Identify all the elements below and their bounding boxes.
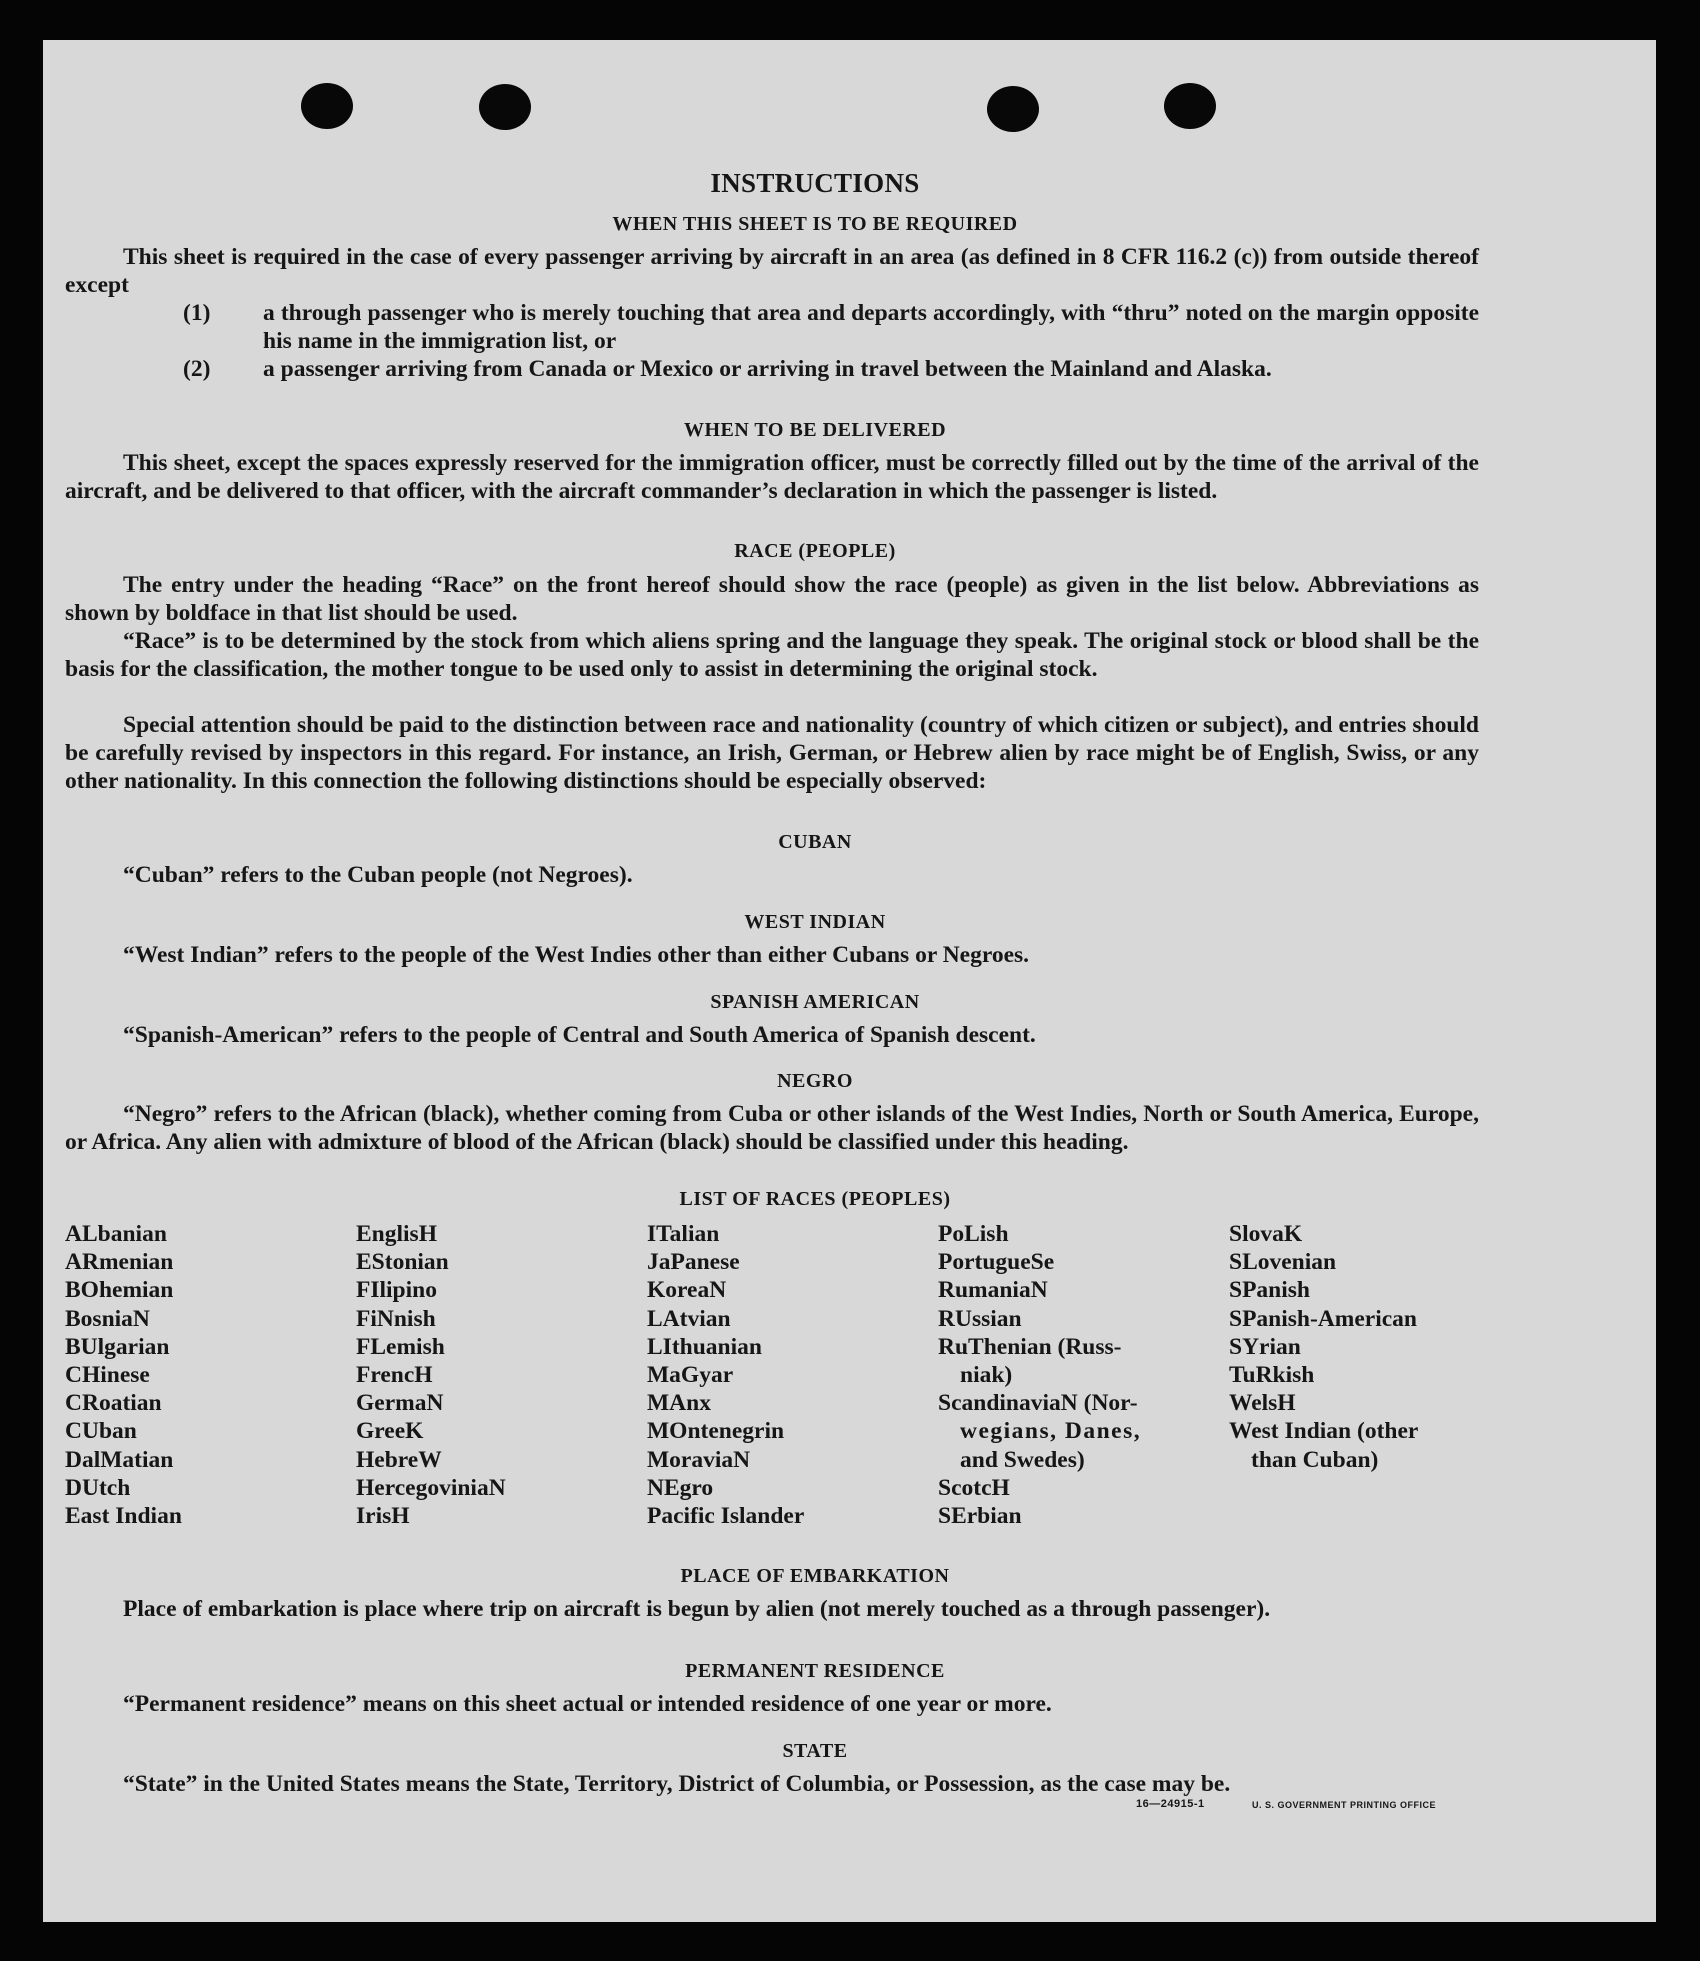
race-column-3 (647, 1220, 804, 1530)
form-code: 16—24915-1 (1136, 1798, 1205, 1810)
race-entry: East Indian (65, 1503, 182, 1530)
race-entry: PoLish (938, 1221, 1009, 1247)
paragraph-negro: “Negro” refers to the African (black), whether coming from Cuba or other islands of the West Indies, North or South America, Europe, or Africa. Any alien with admixture of blood of the African (black) should be classified under this heading. (65, 1101, 1479, 1155)
heading-west-indian: WEST INDIAN (744, 911, 886, 933)
race-entry: TuRkish (1229, 1362, 1315, 1389)
paragraph-when-delivered: This sheet, except the spaces expressly reserved for the immigration officer, must be correctly filled out by the time of the arrival of the aircraft, and be delivered to that officer, with the aircraft commander’s declaration in which the passenger is listed. (65, 450, 1479, 504)
race-entry: and Swedes) (960, 1446, 1085, 1473)
race-entry: ScandinaviaN (Nor- (938, 1390, 1138, 1417)
race-entry: West Indian (other (1229, 1418, 1419, 1445)
race-entry: Pacific Islander (647, 1503, 805, 1530)
heading-negro: NEGRO (777, 1070, 853, 1092)
race-entry: HercegoviniaN (356, 1474, 506, 1501)
race-entry: GermaN (356, 1390, 444, 1417)
race-entry: SLovenian (1229, 1249, 1337, 1276)
race-entry: RumaniaN (938, 1277, 1048, 1304)
race-entry: BOhemian (65, 1277, 174, 1304)
paragraph-cuban: “Cuban” refers to the Cuban people (not Negroes). (123, 862, 633, 888)
race-entry: ARmenian (65, 1249, 174, 1276)
race-entry: FIlipino (356, 1277, 437, 1304)
list-item-number: (1) (183, 300, 211, 326)
race-entry: EStonian (356, 1249, 449, 1276)
printer-imprint: U. S. GOVERNMENT PRINTING OFFICE (1252, 1800, 1437, 1810)
race-entry: MOntenegrin (647, 1418, 785, 1445)
race-entry: ITalian (647, 1221, 720, 1247)
list-item (183, 355, 1479, 383)
race-entry: SYrian (1229, 1333, 1301, 1360)
race-column-4 (938, 1220, 1141, 1530)
paragraph-state: “State” in the United States means the State, Territory, District of Columbia, or Possession, as the case may be. (123, 1771, 1231, 1797)
race-entry: SPanish-American (1229, 1305, 1417, 1332)
paragraph-when-required: This sheet is required in the case of every passenger arriving by aircraft in an area (as defined in 8 CFR 116.2 (c)) from outside thereof except (65, 244, 1479, 298)
list-item-number: (2) (183, 356, 211, 382)
list-item-text: a passenger arriving from Canada or Mexico or arriving in travel between the Mainland and Alaska. (263, 356, 1272, 382)
punch-hole (987, 86, 1039, 132)
race-entry: MaGyar (647, 1362, 734, 1389)
list-item (183, 299, 1479, 355)
race-entry: RuThenian (Russ- (938, 1333, 1122, 1360)
race-entry: MoraviaN (647, 1446, 751, 1473)
race-column-2 (356, 1220, 506, 1530)
paragraph-spanish-american: “Spanish-American” refers to the people of Central and South America of Spanish descent. (123, 1022, 1036, 1048)
heading-place-of-embarkation: PLACE OF EMBARKATION (680, 1565, 950, 1587)
heading-spanish-american: SPANISH AMERICAN (710, 991, 920, 1013)
race-entry: PortugueSe (938, 1249, 1055, 1276)
race-entry: RUssian (938, 1305, 1022, 1332)
race-entry: FLemish (356, 1333, 445, 1360)
race-entry: SPanish (1229, 1277, 1310, 1304)
race-entry: MAnx (647, 1390, 711, 1417)
race-entry: SErbian (938, 1503, 1022, 1530)
race-entry: LAtvian (647, 1305, 731, 1332)
race-entry: JaPanese (647, 1249, 740, 1276)
paragraph-race-2: “Race” is to be determined by the stock from which aliens spring and the language they speak. The original stock or blood shall be the basis for the classification, the mother tongue to be used only to assist in determining the original stock. (65, 628, 1479, 682)
paragraph-place-of-embarkation: Place of embarkation is place where trip on aircraft is begun by alien (not merely touched as a through passenger). (123, 1596, 1271, 1622)
race-entry: CUban (65, 1418, 137, 1445)
race-entry: EnglisH (356, 1221, 437, 1247)
race-entry: BUlgarian (65, 1333, 170, 1360)
race-entry: SlovaK (1229, 1221, 1303, 1247)
race-entry: FiNnish (356, 1305, 436, 1332)
race-entry: ScotcH (938, 1474, 1010, 1501)
paragraph-permanent-residence: “Permanent residence” means on this sheet actual or intended residence of one year or more. (123, 1691, 1052, 1717)
race-entry: KoreaN (647, 1277, 727, 1304)
race-entry: IrisH (356, 1503, 410, 1530)
race-entry: CHinese (65, 1362, 150, 1389)
heading-list-of-races: LIST OF RACES (PEOPLES) (679, 1188, 951, 1210)
race-entry: DUtch (65, 1474, 131, 1501)
page-title: INSTRUCTIONS (710, 168, 920, 198)
race-entry: CRoatian (65, 1390, 162, 1417)
heading-permanent-residence: PERMANENT RESIDENCE (685, 1660, 945, 1682)
document-sheet (43, 40, 1656, 1922)
race-entry: WelsH (1229, 1390, 1296, 1417)
race-entry: ALbanian (65, 1221, 167, 1247)
race-entry: HebreW (356, 1446, 442, 1473)
paragraph-race-1: The entry under the heading “Race” on the front hereof should show the race (people) as given in the list below. Abbreviations as shown by boldface in that list should be used. (65, 572, 1479, 626)
race-column-1 (65, 1220, 182, 1530)
heading-cuban: CUBAN (778, 831, 852, 853)
list-item-text: a through passenger who is merely touching that area and departs accordingly, with “thru” noted on the margin opposite his name in the immigration list, or (263, 300, 1479, 354)
race-entry: niak) (960, 1362, 1013, 1389)
race-entry: NEgro (647, 1474, 714, 1501)
race-entry: BosniaN (65, 1305, 150, 1332)
paragraph-race-3: Special attention should be paid to the distinction between race and nationality (country of which citizen or subject), and entries should be carefully revised by inspectors in this regard. For instance, an Irish, German, or Hebrew alien by race might be of English, Swiss, or any other nationality. In this connection the following distinctions should be especially observed: (65, 712, 1479, 794)
race-column-5 (1229, 1220, 1418, 1474)
race-entry: FrencH (356, 1362, 433, 1389)
race-entry: LIthuanian (647, 1333, 762, 1360)
punch-hole (301, 83, 353, 129)
race-entry: than Cuban) (1251, 1446, 1379, 1473)
paragraph-west-indian: “West Indian” refers to the people of the West Indies other than either Cubans or Negroes. (123, 942, 1030, 968)
race-entry: DalMatian (65, 1446, 174, 1473)
punch-hole (1164, 83, 1216, 129)
heading-when-delivered: WHEN TO BE DELIVERED (683, 419, 947, 441)
race-entry: wegians, Danes, (960, 1418, 1142, 1445)
heading-race: RACE (PEOPLE) (734, 540, 896, 562)
heading-when-required: WHEN THIS SHEET IS TO BE REQUIRED (612, 213, 1018, 235)
heading-state: STATE (782, 1740, 848, 1762)
race-entry: GreeK (356, 1418, 424, 1445)
punch-hole (479, 84, 531, 130)
